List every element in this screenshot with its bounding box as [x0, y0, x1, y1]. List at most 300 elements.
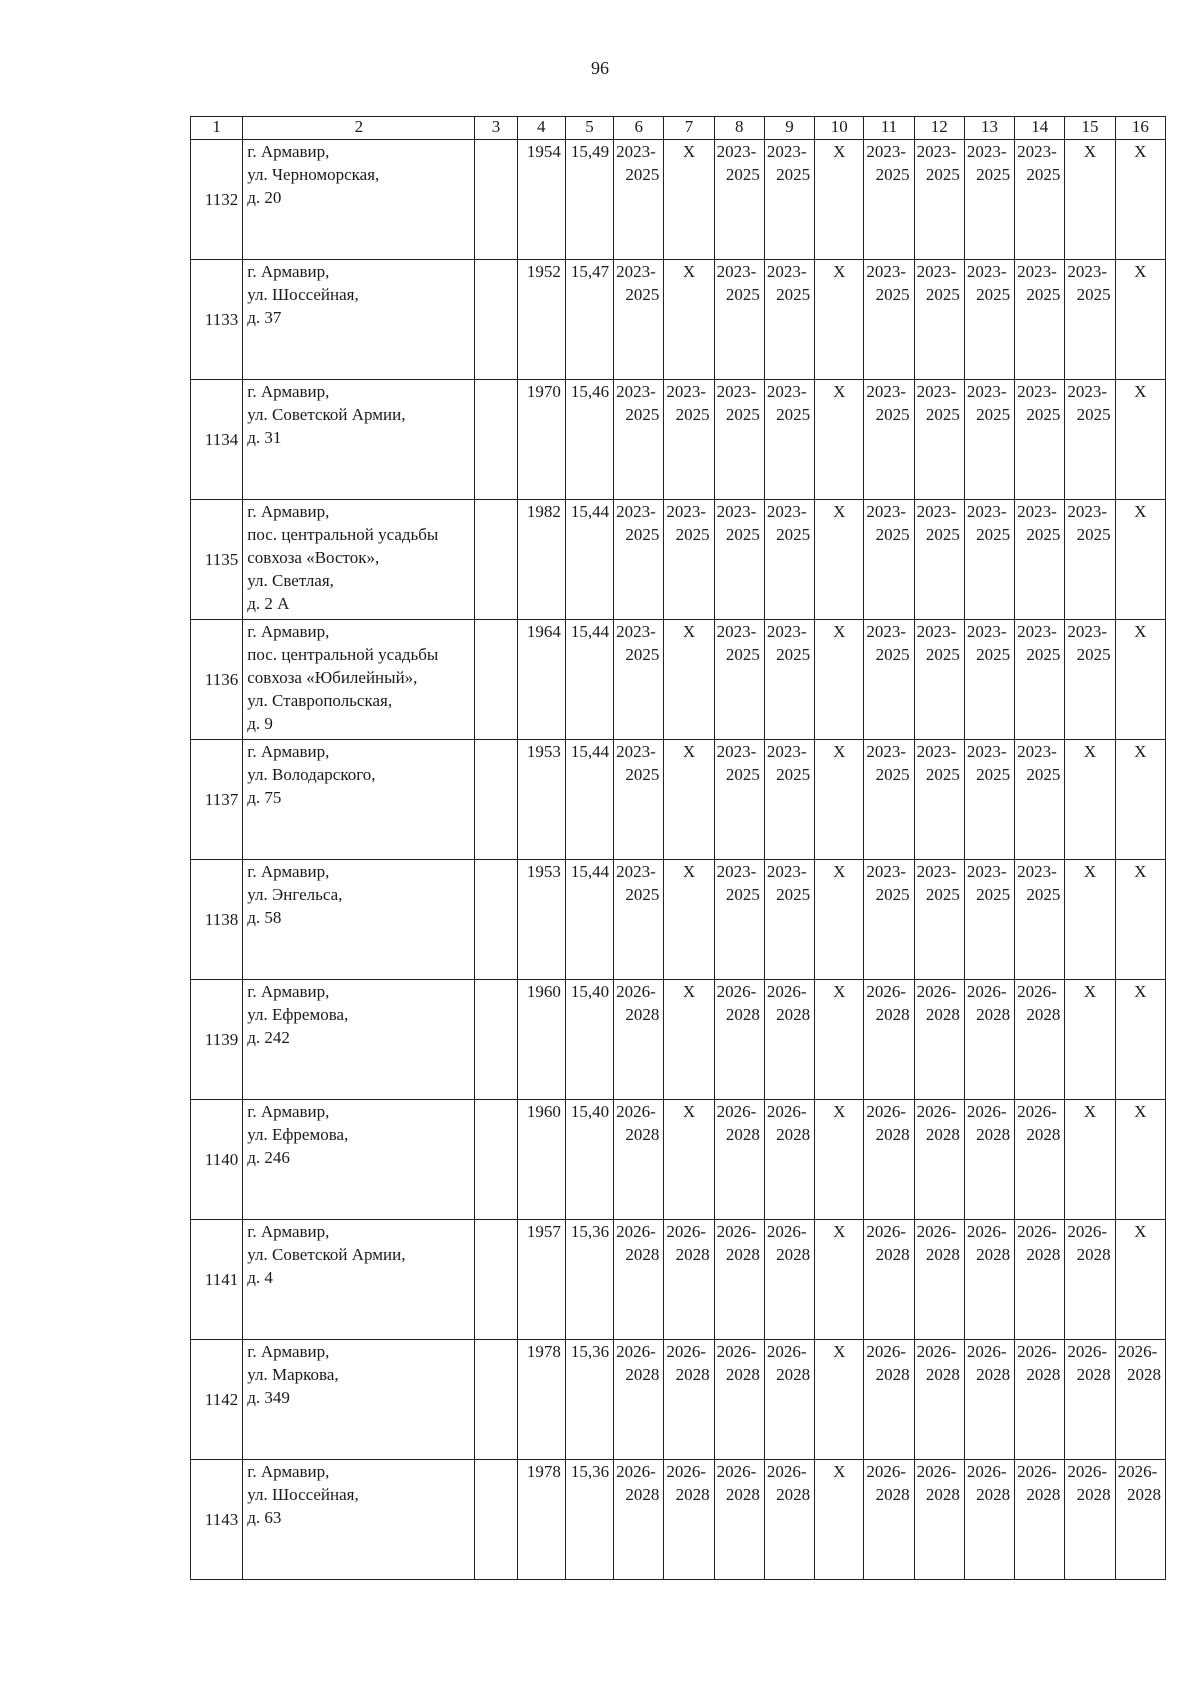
- period-end-year: 2028: [976, 1125, 1011, 1144]
- period-cell: [914, 380, 964, 500]
- address-line: ул. Советской Армии,: [247, 405, 406, 424]
- period-end-year: 2025: [675, 525, 710, 544]
- period-start-year: 2023-: [1017, 382, 1057, 401]
- period-start-year: 2026-: [916, 982, 957, 1001]
- period-end-year: 2028: [725, 1365, 760, 1384]
- year-built-cell: 1953: [517, 860, 565, 980]
- period-cell: X: [1065, 740, 1115, 860]
- period-cell: [914, 140, 964, 260]
- period-cell: X: [815, 980, 864, 1100]
- row-number-cell: 1140: [191, 1100, 243, 1220]
- period-cell: [914, 1340, 964, 1460]
- period-end-year: 2025: [725, 405, 760, 424]
- period-cell: X: [815, 1340, 864, 1460]
- address-line: д. 246: [247, 1148, 290, 1167]
- period-cell: [664, 500, 714, 620]
- row-number-cell: 1141: [191, 1220, 243, 1340]
- year-built-cell: 1953: [517, 740, 565, 860]
- address-line: д. 2 А: [247, 594, 290, 613]
- period-cell: [864, 740, 914, 860]
- period-cell: [764, 860, 814, 980]
- period-cell: [1065, 620, 1115, 740]
- year-built-cell: 1960: [517, 1100, 565, 1220]
- period-cell: [764, 500, 814, 620]
- address-cell: [243, 620, 475, 740]
- address-line: д. 31: [247, 428, 282, 447]
- period-cell: [1015, 1220, 1065, 1340]
- period-start-year: 2023-: [616, 262, 656, 281]
- period-cell: X: [1065, 1100, 1115, 1220]
- table-row: [191, 980, 1166, 1100]
- period-start-year: 2023-: [1017, 262, 1057, 281]
- period-end-year: 2025: [776, 885, 811, 904]
- period-end-year: 2028: [776, 1125, 811, 1144]
- period-cell: X: [664, 1100, 714, 1220]
- period-start-year: 2023-: [916, 622, 957, 641]
- period-end-year: 2025: [976, 765, 1011, 784]
- table-row: [191, 1340, 1166, 1460]
- period-start-year: 2023-: [716, 502, 757, 521]
- period-end-year: 2028: [976, 1245, 1011, 1264]
- period-start-year: 2023-: [866, 382, 907, 401]
- period-cell: [714, 860, 764, 980]
- period-start-year: 2023-: [666, 382, 707, 401]
- period-end-year: 2028: [875, 1365, 910, 1384]
- period-cell: [964, 140, 1014, 260]
- period-end-year: 2028: [1026, 1005, 1061, 1024]
- period-cell: [914, 1220, 964, 1340]
- period-cell: [864, 1100, 914, 1220]
- period-cell: X: [815, 740, 864, 860]
- period-cell: [864, 980, 914, 1100]
- address-line: г. Армавир,: [247, 142, 330, 161]
- period-start-year: 2023-: [1067, 622, 1108, 641]
- row-number-cell: 1137: [191, 740, 243, 860]
- period-cell: [964, 380, 1014, 500]
- period-start-year: 2023-: [716, 862, 757, 881]
- address-line: г. Армавир,: [247, 862, 330, 881]
- period-cell: X: [664, 740, 714, 860]
- period-cell: X: [1115, 500, 1165, 620]
- period-end-year: 2025: [976, 165, 1011, 184]
- period-cell: [1015, 380, 1065, 500]
- period-end-year: 2025: [976, 525, 1011, 544]
- period-cell: [914, 620, 964, 740]
- period-start-year: 2023-: [916, 742, 957, 761]
- row-number-cell: 1142: [191, 1340, 243, 1460]
- column-number-header: 15: [1065, 117, 1115, 140]
- period-end-year: 2028: [875, 1485, 910, 1504]
- row-number-cell: 1143: [191, 1460, 243, 1580]
- column-3-cell: [475, 620, 517, 740]
- period-end-year: 2025: [875, 885, 910, 904]
- row-number-cell: 1132: [191, 140, 243, 260]
- period-end-year: 2025: [725, 885, 760, 904]
- period-start-year: 2023-: [766, 622, 807, 641]
- period-start-year: 2023-: [716, 262, 757, 281]
- year-built-cell: 1960: [517, 980, 565, 1100]
- period-cell: [664, 1460, 714, 1580]
- period-start-year: 2026-: [1017, 982, 1057, 1001]
- period-cell: [764, 1220, 814, 1340]
- period-end-year: 2028: [1127, 1485, 1161, 1504]
- period-end-year: 2025: [875, 285, 910, 304]
- period-cell: [714, 140, 764, 260]
- period-start-year: 2026-: [966, 1102, 1007, 1121]
- period-end-year: 2028: [925, 1005, 960, 1024]
- period-start-year: 2026-: [866, 1102, 907, 1121]
- period-cell: [964, 500, 1014, 620]
- address-cell: [243, 740, 475, 860]
- column-number-header: 7: [664, 117, 714, 140]
- period-end-year: 2028: [976, 1485, 1011, 1504]
- period-start-year: 2023-: [766, 262, 807, 281]
- period-cell: [764, 980, 814, 1100]
- period-end-year: 2025: [625, 885, 660, 904]
- period-cell: [1015, 980, 1065, 1100]
- period-end-year: 2028: [1076, 1245, 1111, 1264]
- period-end-year: 2028: [976, 1365, 1011, 1384]
- period-end-year: 2025: [1076, 645, 1111, 664]
- period-end-year: 2028: [875, 1125, 910, 1144]
- address-line: г. Армавир,: [247, 382, 330, 401]
- period-cell: [714, 500, 764, 620]
- period-start-year: 2023-: [616, 742, 656, 761]
- period-cell: X: [664, 980, 714, 1100]
- period-start-year: 2023-: [966, 142, 1007, 161]
- period-end-year: 2028: [725, 1245, 760, 1264]
- period-cell: [764, 1460, 814, 1580]
- period-start-year: 2026-: [866, 1462, 907, 1481]
- period-start-year: 2026-: [1067, 1462, 1108, 1481]
- column-number-header: 4: [517, 117, 565, 140]
- period-cell: [1015, 620, 1065, 740]
- period-end-year: 2028: [1026, 1485, 1061, 1504]
- address-cell: [243, 380, 475, 500]
- period-start-year: 2026-: [916, 1462, 957, 1481]
- period-end-year: 2025: [625, 165, 660, 184]
- address-line: ул. Ефремова,: [247, 1005, 349, 1024]
- period-start-year: 2026-: [666, 1342, 707, 1361]
- period-cell: [764, 620, 814, 740]
- period-end-year: 2028: [776, 1245, 811, 1264]
- period-cell: X: [1115, 980, 1165, 1100]
- value-cell: 15,44: [565, 500, 613, 620]
- period-cell: [664, 1220, 714, 1340]
- period-start-year: 2023-: [966, 382, 1007, 401]
- address-line: пос. центральной усадьбы: [247, 645, 439, 664]
- period-start-year: 2023-: [966, 622, 1007, 641]
- period-cell: X: [1065, 140, 1115, 260]
- period-end-year: 2028: [875, 1245, 910, 1264]
- period-cell: [864, 1220, 914, 1340]
- row-number-cell: 1133: [191, 260, 243, 380]
- period-start-year: 2023-: [1017, 142, 1057, 161]
- column-number-header: 16: [1115, 117, 1165, 140]
- period-end-year: 2025: [1026, 765, 1061, 784]
- year-built-cell: 1957: [517, 1220, 565, 1340]
- period-cell: X: [1115, 260, 1165, 380]
- period-start-year: 2026-: [1067, 1342, 1108, 1361]
- period-cell: [864, 500, 914, 620]
- period-cell: [614, 980, 664, 1100]
- row-number-cell: 1136: [191, 620, 243, 740]
- period-start-year: 2023-: [1017, 502, 1057, 521]
- period-cell: [1015, 140, 1065, 260]
- value-cell: 15,44: [565, 620, 613, 740]
- period-cell: [914, 1460, 964, 1580]
- value-cell: 15,40: [565, 980, 613, 1100]
- period-cell: [614, 1100, 664, 1220]
- period-cell: X: [815, 260, 864, 380]
- address-line: д. 58: [247, 908, 282, 927]
- period-cell: [664, 380, 714, 500]
- period-cell: X: [815, 500, 864, 620]
- period-end-year: 2025: [925, 885, 960, 904]
- period-start-year: 2026-: [966, 1342, 1007, 1361]
- period-end-year: 2025: [625, 525, 660, 544]
- address-line: д. 242: [247, 1028, 290, 1047]
- period-cell: X: [1115, 140, 1165, 260]
- address-line: д. 20: [247, 188, 282, 207]
- address-line: ул. Черноморская,: [247, 165, 380, 184]
- period-start-year: 2026-: [1067, 1222, 1108, 1241]
- row-number-cell: 1138: [191, 860, 243, 980]
- period-end-year: 2028: [725, 1005, 760, 1024]
- period-cell: [614, 620, 664, 740]
- period-start-year: 2026-: [666, 1222, 707, 1241]
- period-cell: X: [1115, 1100, 1165, 1220]
- period-start-year: 2026-: [666, 1462, 707, 1481]
- period-cell: [714, 740, 764, 860]
- period-end-year: 2025: [725, 285, 760, 304]
- address-cell: [243, 1340, 475, 1460]
- period-end-year: 2025: [1026, 645, 1061, 664]
- period-start-year: 2023-: [616, 142, 656, 161]
- period-cell: [614, 1460, 664, 1580]
- period-end-year: 2025: [725, 645, 760, 664]
- address-line: ул. Ефремова,: [247, 1125, 349, 1144]
- address-line: ул. Шоссейная,: [247, 1485, 359, 1504]
- address-cell: [243, 260, 475, 380]
- period-start-year: 2023-: [666, 502, 707, 521]
- period-start-year: 2023-: [616, 622, 656, 641]
- period-end-year: 2028: [1076, 1485, 1111, 1504]
- period-start-year: 2023-: [616, 382, 656, 401]
- period-end-year: 2025: [925, 765, 960, 784]
- period-cell: [964, 620, 1014, 740]
- period-start-year: 2026-: [1117, 1462, 1158, 1481]
- period-end-year: 2025: [776, 165, 811, 184]
- period-cell: X: [815, 1220, 864, 1340]
- period-start-year: 2023-: [616, 862, 656, 881]
- period-start-year: 2026-: [1017, 1342, 1057, 1361]
- period-cell: X: [1115, 620, 1165, 740]
- period-cell: [964, 1100, 1014, 1220]
- period-end-year: 2028: [1026, 1125, 1061, 1144]
- address-line: ул. Володарского,: [247, 765, 376, 784]
- period-start-year: 2023-: [966, 862, 1007, 881]
- period-cell: [864, 860, 914, 980]
- period-cell: X: [664, 620, 714, 740]
- period-cell: [864, 140, 914, 260]
- address-line: ул. Маркова,: [247, 1365, 339, 1384]
- period-cell: [764, 380, 814, 500]
- period-start-year: 2026-: [616, 982, 656, 1001]
- period-end-year: 2025: [875, 645, 910, 664]
- column-number-header: 9: [764, 117, 814, 140]
- period-cell: [964, 980, 1014, 1100]
- period-cell: [1065, 1340, 1115, 1460]
- period-end-year: 2025: [1026, 405, 1061, 424]
- period-start-year: 2023-: [866, 502, 907, 521]
- period-start-year: 2026-: [1117, 1342, 1158, 1361]
- period-cell: [1115, 1460, 1165, 1580]
- period-end-year: 2025: [1026, 285, 1061, 304]
- period-cell: [864, 1340, 914, 1460]
- period-cell: [1015, 500, 1065, 620]
- address-line: ул. Энгельса,: [247, 885, 343, 904]
- period-cell: [1065, 1460, 1115, 1580]
- address-line: г. Армавир,: [247, 1102, 330, 1121]
- period-cell: [714, 260, 764, 380]
- period-cell: [614, 500, 664, 620]
- table-row: [191, 140, 1166, 260]
- period-end-year: 2025: [875, 405, 910, 424]
- row-number-cell: 1135: [191, 500, 243, 620]
- table-row: [191, 1220, 1166, 1340]
- period-start-year: 2023-: [866, 142, 907, 161]
- period-start-year: 2026-: [866, 982, 907, 1001]
- year-built-cell: 1978: [517, 1340, 565, 1460]
- period-end-year: 2025: [625, 405, 660, 424]
- period-cell: [914, 1100, 964, 1220]
- year-built-cell: 1978: [517, 1460, 565, 1580]
- period-end-year: 2025: [1076, 285, 1111, 304]
- period-end-year: 2028: [675, 1245, 710, 1264]
- period-start-year: 2026-: [716, 982, 757, 1001]
- period-cell: X: [1115, 860, 1165, 980]
- period-cell: [864, 380, 914, 500]
- row-number-cell: 1139: [191, 980, 243, 1100]
- period-start-year: 2026-: [766, 1102, 807, 1121]
- period-end-year: 2025: [925, 165, 960, 184]
- year-built-cell: 1954: [517, 140, 565, 260]
- period-start-year: 2023-: [866, 742, 907, 761]
- period-end-year: 2025: [1026, 885, 1061, 904]
- period-end-year: 2025: [1076, 405, 1111, 424]
- row-number-cell: 1134: [191, 380, 243, 500]
- period-end-year: 2028: [625, 1365, 660, 1384]
- period-start-year: 2023-: [616, 502, 656, 521]
- period-start-year: 2026-: [1017, 1462, 1057, 1481]
- period-cell: [764, 740, 814, 860]
- period-cell: [1015, 1340, 1065, 1460]
- period-start-year: 2023-: [766, 862, 807, 881]
- period-start-year: 2023-: [916, 382, 957, 401]
- value-cell: 15,36: [565, 1220, 613, 1340]
- period-start-year: 2026-: [616, 1462, 656, 1481]
- period-end-year: 2028: [925, 1485, 960, 1504]
- period-start-year: 2023-: [966, 502, 1007, 521]
- period-cell: X: [815, 140, 864, 260]
- address-line: совхоза «Восток»,: [247, 548, 380, 567]
- period-end-year: 2025: [776, 405, 811, 424]
- period-cell: [864, 260, 914, 380]
- period-end-year: 2025: [725, 765, 760, 784]
- period-cell: X: [815, 860, 864, 980]
- address-line: г. Армавир,: [247, 262, 330, 281]
- column-3-cell: [475, 1220, 517, 1340]
- period-cell: [964, 1220, 1014, 1340]
- period-start-year: 2026-: [616, 1342, 656, 1361]
- period-cell: [1015, 740, 1065, 860]
- period-end-year: 2025: [976, 405, 1011, 424]
- period-cell: [614, 1340, 664, 1460]
- period-end-year: 2028: [625, 1005, 660, 1024]
- period-cell: [1065, 1220, 1115, 1340]
- address-line: пос. центральной усадьбы: [247, 525, 439, 544]
- year-built-cell: 1970: [517, 380, 565, 500]
- page-number: 96: [591, 58, 609, 78]
- period-cell: [1065, 380, 1115, 500]
- period-cell: [1015, 260, 1065, 380]
- table-row: [191, 620, 1166, 740]
- column-number-header: 13: [964, 117, 1014, 140]
- period-cell: [1065, 260, 1115, 380]
- value-cell: 15,36: [565, 1340, 613, 1460]
- address-line: д. 9: [247, 714, 273, 733]
- address-line: д. 75: [247, 788, 282, 807]
- period-start-year: 2026-: [866, 1222, 907, 1241]
- address-line: г. Армавир,: [247, 742, 330, 761]
- period-start-year: 2026-: [866, 1342, 907, 1361]
- table-row: [191, 1100, 1166, 1220]
- period-cell: [914, 740, 964, 860]
- period-start-year: 2023-: [1067, 382, 1108, 401]
- period-start-year: 2023-: [766, 502, 807, 521]
- period-end-year: 2025: [976, 885, 1011, 904]
- column-number-header: 12: [914, 117, 964, 140]
- period-end-year: 2025: [625, 645, 660, 664]
- period-cell: [764, 140, 814, 260]
- housing-registry-table: [190, 116, 1166, 1580]
- period-start-year: 2026-: [916, 1342, 957, 1361]
- period-end-year: 2025: [875, 765, 910, 784]
- column-number-header: 3: [475, 117, 517, 140]
- period-end-year: 2028: [1026, 1365, 1061, 1384]
- period-end-year: 2025: [625, 765, 660, 784]
- period-end-year: 2025: [925, 645, 960, 664]
- period-cell: [864, 1460, 914, 1580]
- period-end-year: 2025: [776, 645, 811, 664]
- period-start-year: 2023-: [866, 622, 907, 641]
- period-cell: [1015, 1100, 1065, 1220]
- year-built-cell: 1952: [517, 260, 565, 380]
- period-cell: [1015, 860, 1065, 980]
- table-row: [191, 740, 1166, 860]
- period-end-year: 2028: [776, 1485, 811, 1504]
- period-cell: [964, 1340, 1014, 1460]
- table-row: [191, 500, 1166, 620]
- column-number-header: 14: [1015, 117, 1065, 140]
- period-end-year: 2028: [625, 1485, 660, 1504]
- period-end-year: 2028: [625, 1125, 660, 1144]
- period-cell: [714, 620, 764, 740]
- period-end-year: 2028: [875, 1005, 910, 1024]
- address-line: г. Армавир,: [247, 1222, 330, 1241]
- table-row: [191, 260, 1166, 380]
